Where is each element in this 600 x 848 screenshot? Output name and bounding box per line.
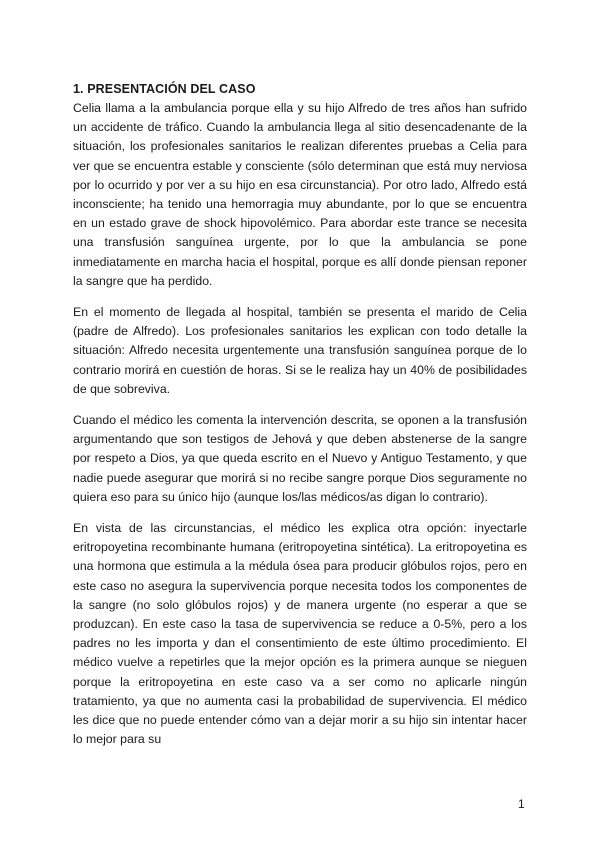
page-number: 1 [518,797,525,811]
section-heading: 1. PRESENTACIÓN DEL CASO [73,82,256,96]
paragraph-4: En vista de las circunstancias, el médico les explica otra opción: inyectarle eritropoyetina recombinante humana (eritropoyetina sintética). La eritropoyetina es una hormona que estimula a la médula ósea para producir glóbulos rojos, pero en este caso no asegura la supervivencia porque necesita todos los componentes de la sangre (no solo glóbulos rojos) y de manera urgente (no esperar a que se produzcan). En este caso la tasa de supervivencia se reduce a 0-5%, pero a los padres no les importa y dan el consentimiento de este último procedimiento. El médico vuelve a repetirles que la mejor opción es la primera aunque se nieguen porque la eritropoyetina en este caso va a ser como no aplicarle ningún tratamiento, ya que no aumenta casi la probabilidad de supervivencia. El médico les dice que no puede entender cómo van a dejar morir a su hijo sin intentar hacer lo mejor para su [73,521,527,747]
paragraph-2: En el momento de llegada al hospital, también se presenta el marido de Celia (padre de Alfredo). Los profesionales sanitarios les explican con todo detalle la situación: Alfredo necesita urgentemente una transfusión sanguínea porque de lo contrario morirá en cuestión de horas. Si se le realiza hay un 40% de posibilidades de que sobreviva. [73,305,527,396]
page-content [73,80,527,762]
paragraph-3: Cuando el médico les comenta la intervención descrita, se oponen a la transfusión argumentando que son testigos de Jehová y que deben abstenerse de la sangre por respeto a Dios, ya que queda escrito en el Nuevo y Antiguo Testamento, y que nadie puede asegurar que morirá si no recibe sangre porque Dios seguramente no quiera eso para su único hijo (aunque los/las médicos/as digan lo contrario). [73,413,527,504]
paragraph-1: Celia llama a la ambulancia porque ella y su hijo Alfredo de tres años han sufrido un accidente de tráfico. Cuando la ambulancia llega al sitio desencadenante de la situación, los profesionales sanitarios le realizan diferentes pruebas a Celia para ver que se encuentra estable y consciente (sólo determinan que está muy nerviosa por lo ocurrido y por ver a su hijo en esa circunstancia). Por otro lado, Alfredo está inconsciente; ha tenido una hemorragia muy abundante, por lo que se encuentra en un estado grave de shock hipovolémico. Para abordar este trance se necesita una transfusión sanguínea urgente, por lo que la ambulancia se pone inmediatamente en marcha hacia el hospital, porque es allí donde piensan reponer la sangre que ha perdido. [73,101,527,288]
